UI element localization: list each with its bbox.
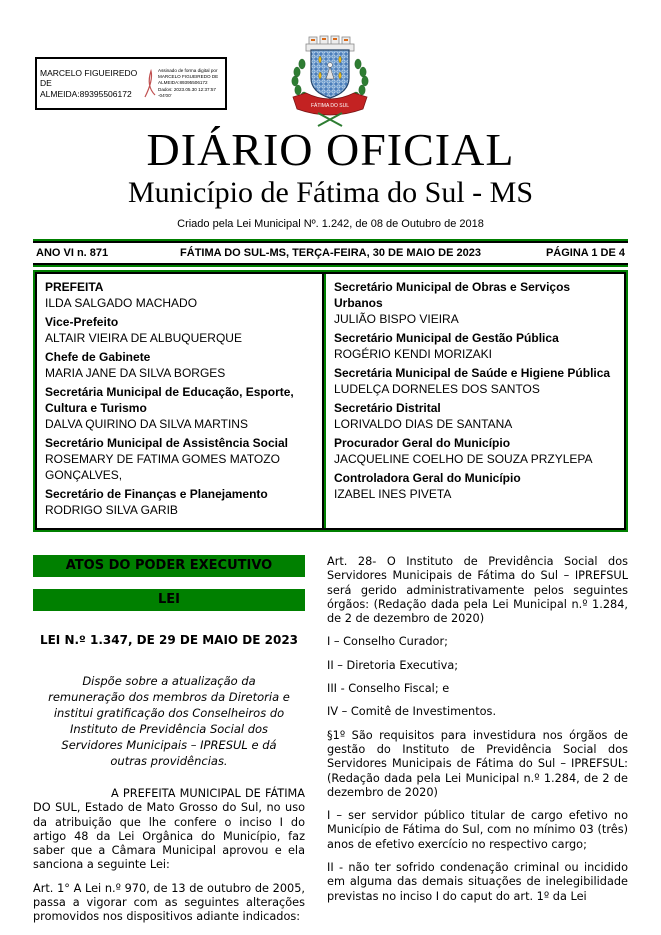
coat-of-arms (276, 34, 386, 133)
official-entry (45, 279, 312, 311)
official-entry (334, 435, 614, 467)
official-name: JACQUELINE COELHO DE SOUZA PRZYLEPA (334, 452, 593, 466)
signature-note-line: Assinado de forma digital por (158, 67, 218, 73)
law-paragraph: Art. 28- O Instituto de Previdência Social dos Servidores Municipais de Fátima do Sul – IPREFSUL será gerido administrativamente pelos seguintes órgãos: (Redação dada pela Lei Municipal n.º 1.284, de 2 de dezembro de 2020) (327, 555, 628, 626)
official-entry (334, 279, 614, 327)
official-entry (45, 314, 312, 346)
signature-flourish-icon (143, 67, 157, 101)
official-role: Vice-Prefeito (45, 315, 119, 329)
official-entry (334, 365, 614, 397)
official-entry (334, 330, 614, 362)
signature-note-line: MARCELO FIGUEIREDO DE (158, 74, 219, 80)
official-entry (45, 384, 312, 432)
official-entry (45, 435, 312, 483)
official-entry (45, 486, 312, 518)
section-banner-atos: ATOS DO PODER EXECUTIVO (33, 555, 305, 577)
official-name: ILDA SALGADO MACHADO (45, 296, 198, 310)
official-name: IZABEL INES PIVETA (334, 487, 452, 501)
official-name: MARIA JANE DA SILVA BORGES (45, 366, 226, 380)
law-title: LEI N.º 1.347, DE 29 DE MAIO DE 2023 (39, 633, 299, 647)
section-banner-lei: LEI (33, 589, 305, 611)
official-entry (334, 470, 614, 502)
digital-signature-stamp[interactable] (35, 57, 227, 110)
officials-box-inner (35, 272, 626, 530)
official-role: Secretário Municipal de Gestão Pública (334, 331, 559, 345)
body-columns (33, 555, 628, 925)
law-paragraph: I – ser servidor público titular de cargo efetivo no Município de Fátima do Sul, com no mínimo 03 (três) anos de efetivo exercício no respectivo cargo; (327, 809, 628, 851)
official-role: Secretário de Finanças e Planejamento (45, 487, 268, 501)
officials-column-left (37, 274, 324, 528)
page-indicator: PÁGINA 1 DE 4 (545, 247, 625, 259)
official-name: DALVA QUIRINO DA SILVA MARTINS (45, 417, 248, 431)
gazette-title: DIÁRIO OFICIAL (146, 124, 515, 175)
signature-details (158, 68, 222, 99)
content-area (0, 239, 661, 925)
official-role: Secretário Municipal de Assistência Social (45, 436, 288, 450)
law-paragraph: II - não ter sofrido condenação criminal ou incidido em alguma das demais situações de inelegibilidade previstas no inciso I do caput do art. 1º da Lei (327, 861, 628, 903)
right-column (327, 555, 628, 925)
official-role: Secretário Distrital (334, 401, 441, 415)
officials-box (33, 270, 628, 532)
officials-column-right (324, 274, 624, 528)
gazette-subtitle: Município de Fátima do Sul - MS (128, 176, 533, 209)
ribbon-text: FÁTIMA DO SUL (310, 103, 349, 109)
law-summary: Dispõe sobre a atualização da remuneração dos membros da Diretoria e institui gratificação dos Conselheiros do Instituto de Previdência Social dos Servidores Municipais – IPRESUL e dá outras providências. (48, 674, 290, 768)
official-name: ALTAIR VIEIRA DE ALBUQUERQUE (45, 331, 242, 345)
law-list-item: III - Conselho Fiscal; e (327, 682, 450, 696)
official-role: Procurador Geral do Município (334, 436, 511, 450)
signature-note-line: Dados: 2023.05.30 12:37:57 -04'00' (158, 86, 216, 98)
publication-date: FÁTIMA DO SUL-MS, TERÇA-FEIRA, 30 DE MAIO DE 2023 (180, 247, 481, 259)
official-name: LORIVALDO DIAS DE SANTANA (334, 417, 513, 431)
law-paragraph: A PREFEITA MUNICIPAL DE FÁTIMA DO SUL, Estado de Mato Grosso do Sul, no uso da atribuição que lhe confere o inciso I do artigo 48 da Lei Orgânica do Município, faz saber que a Câmara Municipal aprovou e ela sanciona a seguinte Lei: (33, 787, 305, 872)
official-role: Secretário Municipal de Obras e Serviços Urbanos (334, 280, 571, 310)
official-name: LUDELÇA DORNELES DOS SANTOS (334, 382, 540, 396)
coat-of-arms-icon (276, 34, 386, 128)
official-role: Controladora Geral do Município (334, 471, 521, 485)
signature-signer-name: MARCELO FIGUEIREDO DE ALMEIDA:89395506172 (40, 67, 138, 99)
official-role: Secretária Municipal de Saúde e Higiene Pública (334, 366, 611, 380)
info-bar (33, 241, 628, 265)
signature-note-line: ALMEIDA:89395506172 (158, 80, 208, 86)
official-role: PREFEITA (45, 280, 104, 294)
created-by-law-note: Criado pela Lei Municipal Nº. 1.242, de 08 de Outubro de 2018 (177, 218, 484, 230)
official-name: JULIÃO BISPO VIEIRA (334, 312, 459, 326)
law-paragraph: Art. 1° A Lei n.º 970, de 13 de outubro de 2005, passa a vigorar com as seguintes alterações promovidos nos dispositivos adiante indicados: (33, 881, 305, 924)
left-column (33, 555, 305, 925)
law-paragraph: §1º São requisitos para investidura nos órgãos de gestão do Instituto de Previdência Social dos Servidores Municipais de Fátima do Sul – IPREFSUL: (Redação dada pela Lei Municipal n.º 1.284, de 2 de dezembro de 2020) (327, 728, 628, 799)
official-entry (45, 349, 312, 381)
law-list-item: I – Conselho Curador; (327, 635, 448, 649)
law-list-item: IV – Comitê de Investimentos. (327, 705, 497, 719)
edition-number: ANO VI n. 871 (36, 247, 109, 259)
official-name: ROGÉRIO KENDI MORIZAKI (334, 347, 493, 361)
official-entry (334, 400, 614, 432)
official-role: Secretária Municipal de Educação, Esporte, Cultura e Turismo (45, 385, 294, 415)
info-bar-rule (33, 239, 628, 267)
law-list-item: II – Diretoria Executiva; (327, 658, 459, 672)
official-name: ROSEMARY DE FATIMA GOMES MATOZO GONÇALVES, (45, 452, 280, 482)
official-role: Chefe de Gabinete (45, 350, 151, 364)
official-name: RODRIGO SILVA GARIB (45, 503, 178, 517)
